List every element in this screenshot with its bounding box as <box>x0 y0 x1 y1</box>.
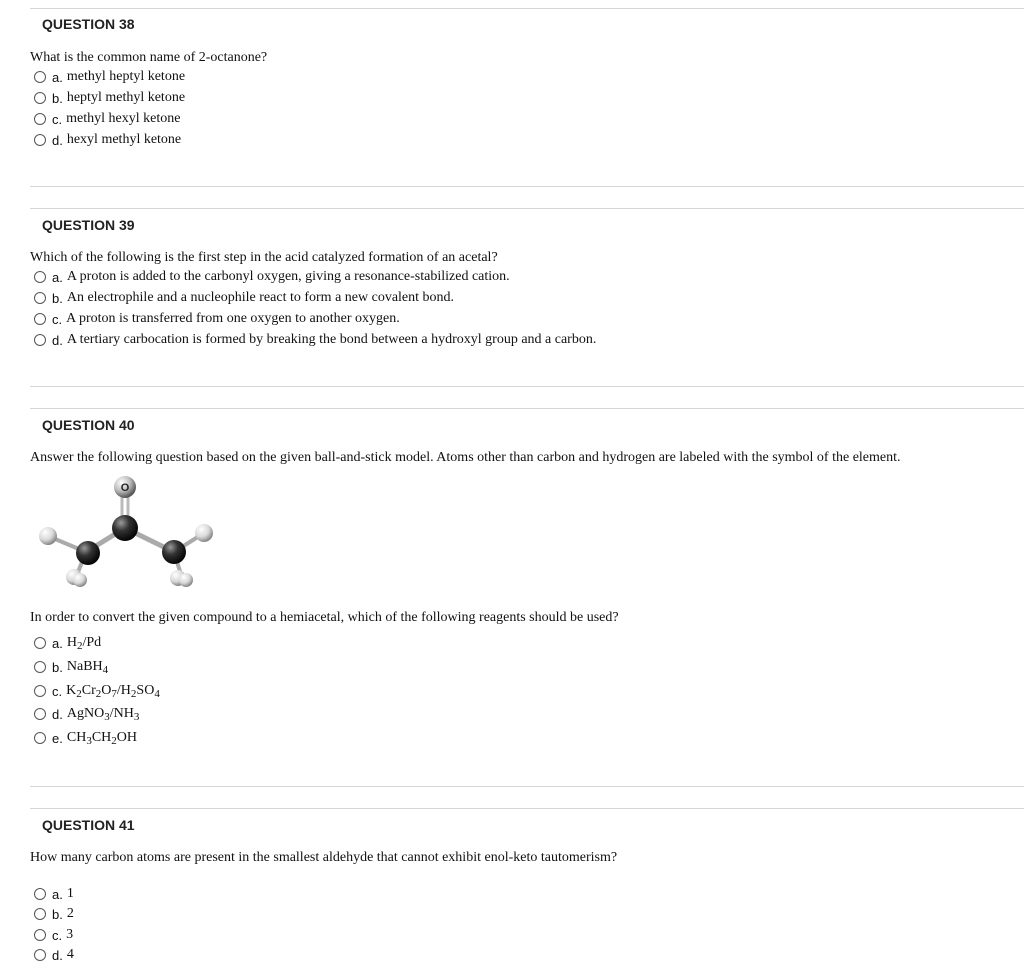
answer-option[interactable] <box>34 67 185 87</box>
radio-button[interactable] <box>34 685 46 697</box>
option-text: methyl heptyl ketone <box>66 69 186 84</box>
question-title: QUESTION 40 <box>42 417 135 433</box>
answer-option[interactable] <box>34 309 400 329</box>
option-letter: b. <box>52 290 63 306</box>
answer-option[interactable] <box>34 88 185 108</box>
option-letter: b. <box>52 90 63 106</box>
option-text: A proton is transferred from one oxygen to another oxygen. <box>66 311 400 326</box>
option-letter: a. <box>52 69 63 85</box>
radio-button[interactable] <box>34 888 46 900</box>
hydrogen-atom <box>179 573 193 587</box>
option-text: A tertiary carbocation is formed by breaking the bond between a hydroxyl group and a carbon. <box>66 332 597 347</box>
oxygen-label: O <box>120 482 130 494</box>
option-letter: a. <box>52 269 63 285</box>
option-letter: d. <box>52 132 63 148</box>
option-letter: c. <box>52 311 63 327</box>
option-text: A proton is added to the carbonyl oxygen, giving a resonance-stabilized cation. <box>66 269 510 284</box>
divider <box>30 408 1024 409</box>
answer-option[interactable] <box>34 945 74 965</box>
option-text: $K_2Cr_2O_7/H_2SO_4$ <box>66 682 160 700</box>
radio-button[interactable] <box>34 313 46 325</box>
answer-option[interactable] <box>34 267 510 287</box>
answer-option[interactable] <box>34 681 160 701</box>
option-text: methyl hexyl ketone <box>66 111 181 126</box>
radio-button[interactable] <box>34 113 46 125</box>
option-text: 2 <box>66 906 74 921</box>
radio-button[interactable] <box>34 271 46 283</box>
option-text: heptyl methyl ketone <box>66 90 186 105</box>
option-text: 1 <box>66 886 74 901</box>
answer-option[interactable] <box>34 657 108 677</box>
option-letter: d. <box>52 706 63 722</box>
radio-button[interactable] <box>34 908 46 920</box>
radio-button[interactable] <box>34 929 46 941</box>
option-text: $CH_3CH_2OH$ <box>66 729 138 747</box>
option-text: 3 <box>66 927 74 942</box>
option-letter: e. <box>52 730 63 746</box>
option-letter: a. <box>52 635 63 651</box>
option-letter: c. <box>52 111 63 127</box>
question-text: In order to convert the given compound to a hemiacetal, which of the following reagents should be used? <box>30 610 619 625</box>
divider <box>30 386 1024 387</box>
answer-option[interactable] <box>34 288 454 308</box>
option-letter: d. <box>52 947 63 963</box>
radio-button[interactable] <box>34 949 46 961</box>
option-text: $H_2/Pd$ <box>66 634 102 652</box>
option-text: $AgNO_3/NH_3$ <box>66 705 140 723</box>
carbon-atom <box>76 541 100 565</box>
answer-option[interactable] <box>34 704 139 724</box>
question-prompt: How many carbon atoms are present in the smallest aldehyde that cannot exhibit enol-keto tautomerism? <box>30 850 618 865</box>
divider <box>30 186 1024 187</box>
option-text: NaBH$_4$ <box>66 658 109 676</box>
option-letter: c. <box>52 927 63 943</box>
option-letter: d. <box>52 332 63 348</box>
radio-button[interactable] <box>34 637 46 649</box>
answer-option[interactable] <box>34 130 181 150</box>
question-prompt: Answer the following question based on the given ball-and-stick model. Atoms other than carbon and hydrogen are labeled with the symbol of the element. <box>30 450 901 465</box>
option-letter: c. <box>52 683 63 699</box>
option-letter: b. <box>52 906 63 922</box>
radio-button[interactable] <box>34 292 46 304</box>
hydrogen-atom <box>195 524 213 542</box>
answer-option[interactable] <box>34 633 101 653</box>
option-text: 4 <box>66 947 74 962</box>
answer-option[interactable] <box>34 925 73 945</box>
option-text: hexyl methyl ketone <box>66 132 182 147</box>
answer-option[interactable] <box>34 109 180 129</box>
answer-option[interactable] <box>34 330 596 350</box>
ball-and-stick-model <box>34 470 224 595</box>
divider <box>30 8 1024 9</box>
radio-button[interactable] <box>34 732 46 744</box>
option-letter: a. <box>52 886 63 902</box>
option-text: An electrophile and a nucleophile react to form a new covalent bond. <box>66 290 455 305</box>
divider <box>30 786 1024 787</box>
divider <box>30 808 1024 809</box>
radio-button[interactable] <box>34 661 46 673</box>
radio-button[interactable] <box>34 708 46 720</box>
answer-option[interactable] <box>34 904 74 924</box>
option-letter: b. <box>52 659 63 675</box>
answer-option[interactable] <box>34 728 137 748</box>
question-prompt: Which of the following is the first step in the acid catalyzed formation of an acetal? <box>30 250 498 265</box>
radio-button[interactable] <box>34 334 46 346</box>
divider <box>30 208 1024 209</box>
radio-button[interactable] <box>34 134 46 146</box>
question-title: QUESTION 41 <box>42 817 135 833</box>
radio-button[interactable] <box>34 71 46 83</box>
question-title: QUESTION 38 <box>42 16 135 32</box>
question-title: QUESTION 39 <box>42 217 135 233</box>
answer-option[interactable] <box>34 884 74 904</box>
carbonyl-carbon-atom <box>112 515 138 541</box>
question-prompt: What is the common name of 2-octanone? <box>30 50 268 65</box>
carbon-atom <box>162 540 186 564</box>
hydrogen-atom <box>73 573 87 587</box>
hydrogen-atom <box>39 527 57 545</box>
radio-button[interactable] <box>34 92 46 104</box>
